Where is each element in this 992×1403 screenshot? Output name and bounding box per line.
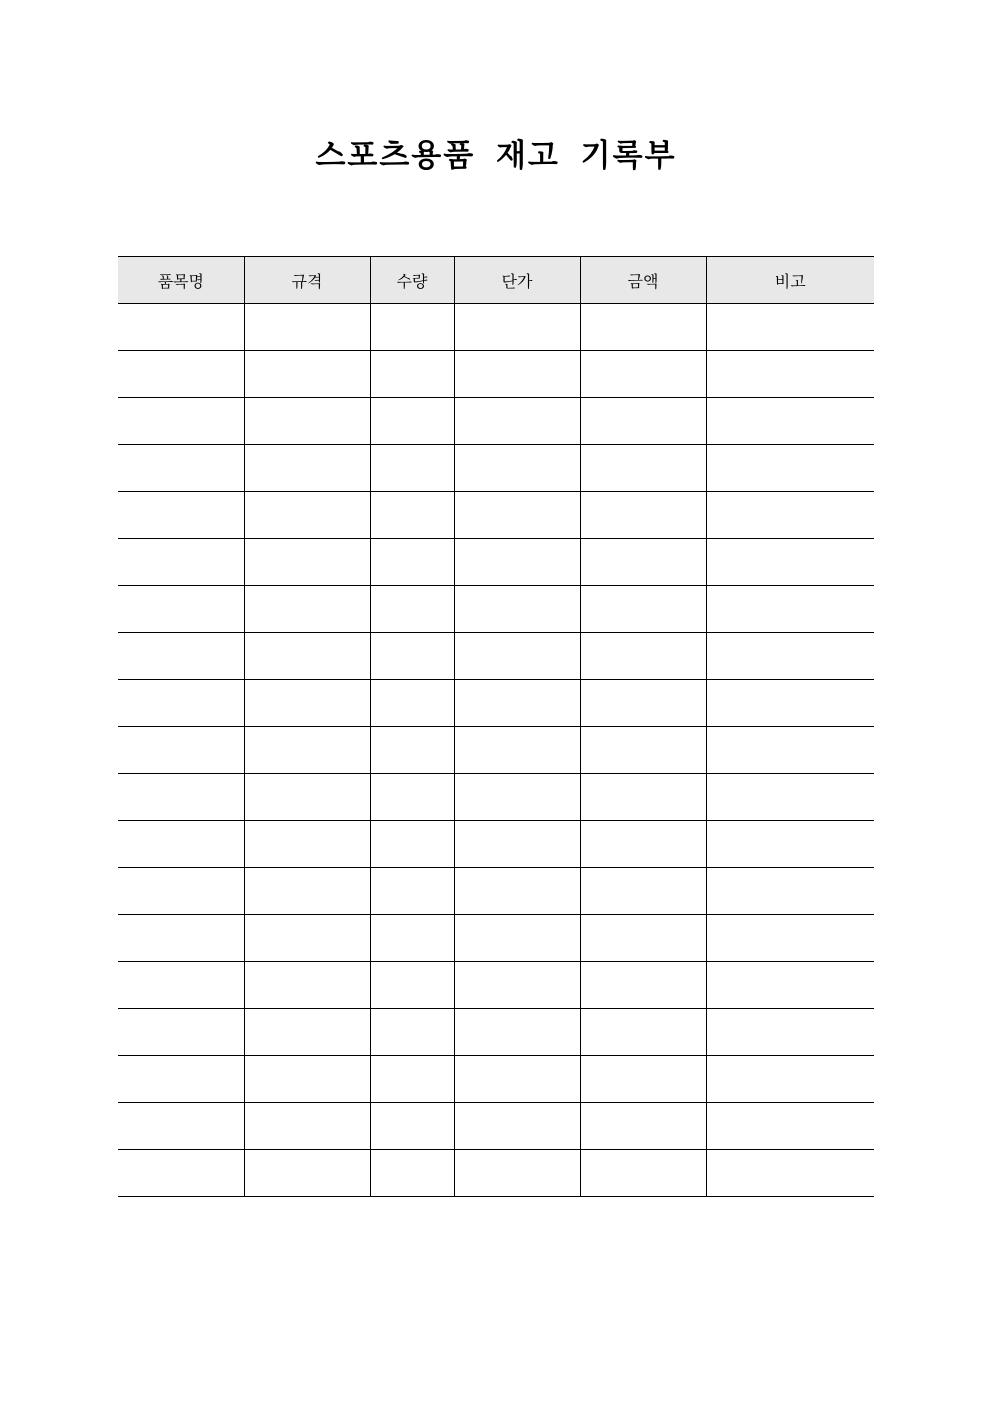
cell-unit-price[interactable] (454, 586, 580, 633)
cell-amount[interactable] (580, 1150, 706, 1197)
cell-remarks[interactable] (706, 1056, 874, 1103)
cell-spec[interactable] (244, 680, 370, 727)
cell-amount[interactable] (580, 1103, 706, 1150)
cell-remarks[interactable] (706, 351, 874, 398)
cell-remarks[interactable] (706, 633, 874, 680)
cell-quantity[interactable] (370, 398, 454, 445)
cell-spec[interactable] (244, 1150, 370, 1197)
column-header-item-name: 품목명 (118, 257, 244, 304)
cell-item-name[interactable] (118, 1103, 244, 1150)
table-row (118, 304, 874, 351)
cell-amount[interactable] (580, 727, 706, 774)
table-row (118, 821, 874, 868)
cell-quantity[interactable] (370, 1056, 454, 1103)
cell-remarks[interactable] (706, 398, 874, 445)
cell-remarks[interactable] (706, 445, 874, 492)
cell-spec[interactable] (244, 398, 370, 445)
cell-unit-price[interactable] (454, 868, 580, 915)
cell-spec[interactable] (244, 351, 370, 398)
cell-spec[interactable] (244, 868, 370, 915)
cell-item-name[interactable] (118, 915, 244, 962)
cell-quantity[interactable] (370, 445, 454, 492)
cell-item-name[interactable] (118, 539, 244, 586)
cell-amount[interactable] (580, 445, 706, 492)
cell-spec[interactable] (244, 445, 370, 492)
cell-quantity[interactable] (370, 727, 454, 774)
cell-quantity[interactable] (370, 774, 454, 821)
table-row (118, 492, 874, 539)
cell-spec[interactable] (244, 1009, 370, 1056)
cell-item-name[interactable] (118, 962, 244, 1009)
cell-unit-price[interactable] (454, 1103, 580, 1150)
cell-spec[interactable] (244, 304, 370, 351)
table-row (118, 398, 874, 445)
cell-unit-price[interactable] (454, 821, 580, 868)
column-header-amount: 금액 (580, 257, 706, 304)
inventory-table (118, 256, 874, 1197)
cell-unit-price[interactable] (454, 680, 580, 727)
cell-spec[interactable] (244, 962, 370, 1009)
cell-item-name[interactable] (118, 633, 244, 680)
cell-item-name[interactable] (118, 1009, 244, 1056)
cell-remarks[interactable] (706, 304, 874, 351)
table-row (118, 445, 874, 492)
table-row (118, 868, 874, 915)
table-row (118, 1150, 874, 1197)
column-header-quantity: 수량 (370, 257, 454, 304)
cell-quantity[interactable] (370, 304, 454, 351)
cell-unit-price[interactable] (454, 351, 580, 398)
cell-item-name[interactable] (118, 774, 244, 821)
cell-spec[interactable] (244, 633, 370, 680)
cell-remarks[interactable] (706, 1150, 874, 1197)
cell-spec[interactable] (244, 727, 370, 774)
cell-unit-price[interactable] (454, 962, 580, 1009)
cell-remarks[interactable] (706, 492, 874, 539)
cell-amount[interactable] (580, 539, 706, 586)
column-header-spec: 규격 (244, 257, 370, 304)
cell-item-name[interactable] (118, 727, 244, 774)
cell-quantity[interactable] (370, 868, 454, 915)
cell-amount[interactable] (580, 915, 706, 962)
table-row (118, 962, 874, 1009)
cell-spec[interactable] (244, 1103, 370, 1150)
table-row (118, 351, 874, 398)
cell-amount[interactable] (580, 962, 706, 1009)
cell-quantity[interactable] (370, 1150, 454, 1197)
cell-remarks[interactable] (706, 539, 874, 586)
table-row (118, 1056, 874, 1103)
table-body (118, 304, 874, 1197)
cell-item-name[interactable] (118, 1150, 244, 1197)
cell-unit-price[interactable] (454, 774, 580, 821)
cell-item-name[interactable] (118, 680, 244, 727)
cell-remarks[interactable] (706, 586, 874, 633)
cell-spec[interactable] (244, 821, 370, 868)
cell-unit-price[interactable] (454, 304, 580, 351)
cell-item-name[interactable] (118, 1056, 244, 1103)
cell-amount[interactable] (580, 821, 706, 868)
cell-quantity[interactable] (370, 680, 454, 727)
table-row (118, 727, 874, 774)
table-row (118, 633, 874, 680)
cell-unit-price[interactable] (454, 1150, 580, 1197)
cell-item-name[interactable] (118, 492, 244, 539)
cell-quantity[interactable] (370, 1009, 454, 1056)
cell-quantity[interactable] (370, 1103, 454, 1150)
cell-remarks[interactable] (706, 962, 874, 1009)
cell-quantity[interactable] (370, 821, 454, 868)
cell-unit-price[interactable] (454, 915, 580, 962)
cell-item-name[interactable] (118, 445, 244, 492)
cell-item-name[interactable] (118, 868, 244, 915)
cell-remarks[interactable] (706, 774, 874, 821)
cell-amount[interactable] (580, 868, 706, 915)
cell-unit-price[interactable] (454, 398, 580, 445)
table-row (118, 774, 874, 821)
table-row (118, 1103, 874, 1150)
cell-unit-price[interactable] (454, 445, 580, 492)
cell-item-name[interactable] (118, 586, 244, 633)
cell-amount[interactable] (580, 304, 706, 351)
cell-remarks[interactable] (706, 680, 874, 727)
cell-quantity[interactable] (370, 539, 454, 586)
cell-item-name[interactable] (118, 398, 244, 445)
cell-amount[interactable] (580, 633, 706, 680)
cell-remarks[interactable] (706, 1009, 874, 1056)
cell-amount[interactable] (580, 586, 706, 633)
cell-item-name[interactable] (118, 304, 244, 351)
cell-unit-price[interactable] (454, 492, 580, 539)
cell-spec[interactable] (244, 492, 370, 539)
table-row (118, 915, 874, 962)
table-row (118, 586, 874, 633)
table-header-row (118, 257, 874, 304)
cell-unit-price[interactable] (454, 633, 580, 680)
cell-unit-price[interactable] (454, 727, 580, 774)
cell-spec[interactable] (244, 586, 370, 633)
cell-amount[interactable] (580, 492, 706, 539)
cell-unit-price[interactable] (454, 1009, 580, 1056)
cell-amount[interactable] (580, 680, 706, 727)
cell-spec[interactable] (244, 539, 370, 586)
cell-item-name[interactable] (118, 821, 244, 868)
cell-remarks[interactable] (706, 727, 874, 774)
cell-quantity[interactable] (370, 586, 454, 633)
cell-remarks[interactable] (706, 915, 874, 962)
cell-amount[interactable] (580, 1056, 706, 1103)
cell-unit-price[interactable] (454, 539, 580, 586)
cell-spec[interactable] (244, 1056, 370, 1103)
cell-remarks[interactable] (706, 821, 874, 868)
page-title: 스포츠용품 재고 기록부 (315, 138, 677, 174)
cell-remarks[interactable] (706, 868, 874, 915)
table-row (118, 680, 874, 727)
cell-amount[interactable] (580, 398, 706, 445)
cell-item-name[interactable] (118, 351, 244, 398)
cell-quantity[interactable] (370, 915, 454, 962)
cell-remarks[interactable] (706, 1103, 874, 1150)
cell-quantity[interactable] (370, 351, 454, 398)
cell-quantity[interactable] (370, 962, 454, 1009)
cell-spec[interactable] (244, 774, 370, 821)
cell-unit-price[interactable] (454, 1056, 580, 1103)
cell-amount[interactable] (580, 774, 706, 821)
table-row (118, 539, 874, 586)
cell-quantity[interactable] (370, 633, 454, 680)
cell-spec[interactable] (244, 915, 370, 962)
cell-amount[interactable] (580, 351, 706, 398)
column-header-unit-price: 단가 (454, 257, 580, 304)
cell-amount[interactable] (580, 1009, 706, 1056)
table-row (118, 1009, 874, 1056)
column-header-remarks: 비고 (706, 257, 874, 304)
cell-quantity[interactable] (370, 492, 454, 539)
